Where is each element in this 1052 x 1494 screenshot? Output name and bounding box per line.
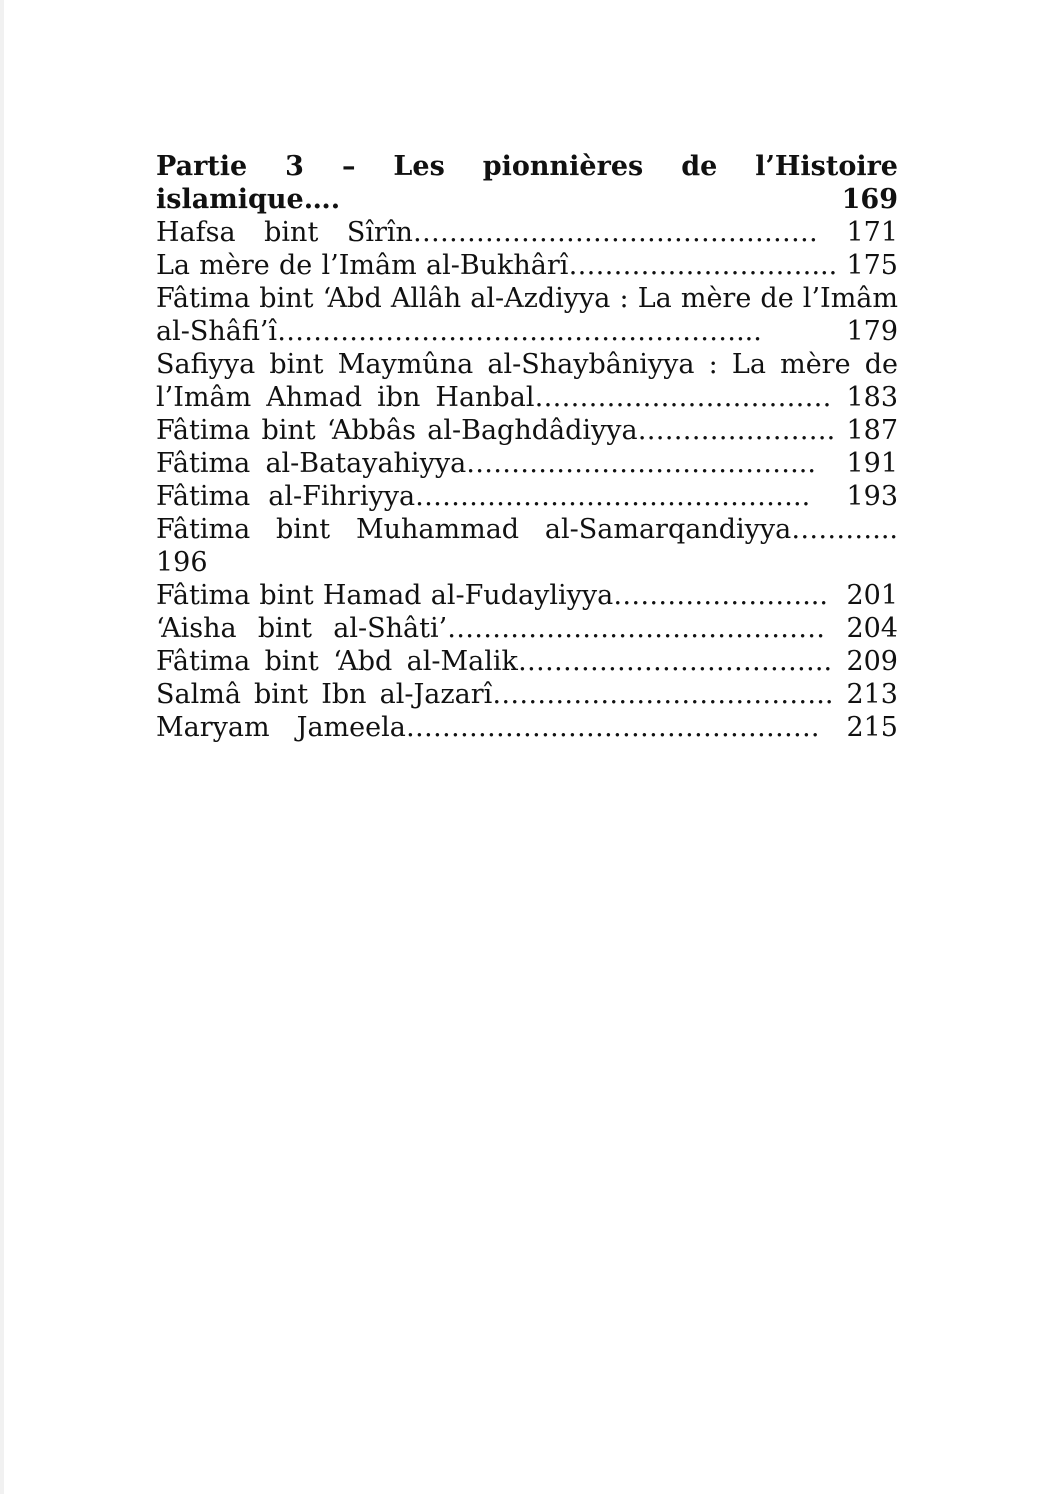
table-of-contents [156,150,908,744]
toc-entry: Fâtima al-Batayahiyya………………………………... 191 [156,448,898,479]
toc-entry: Fâtima al-Fihriyya…………………………………….. 193 [156,481,898,512]
toc-entry: Maryam Jameela………………………………………. 215 [156,712,898,743]
toc-entry: Salmâ bint Ibn al-Jazarî……………………………….. 213 [156,679,898,710]
toc-entry: La mère de l’Imâm al-Bukhârî………………………... 175 [156,250,898,281]
toc-entry: Fâtima bint Muhammad al-Samarqandiyya………... 196 [156,514,907,578]
toc-part-heading: Partie 3 – Les pionnières de l’Histoire islamique…. 169 [156,151,908,215]
toc-entry: Fâtima bint ‘Abbâs al-Baghdâdiyya…………………. 187 [156,415,898,446]
toc-entry: Hafsa bint Sîrîn……………………………………… 171 [156,217,898,248]
toc-entry: ‘Aisha bint al-Shâti’…………………………………… 204 [156,613,898,644]
toc-entry: al-Shâfi’î……………………………………………... 179 [156,316,898,347]
page-left-edge [0,0,4,1494]
toc-entry: Fâtima bint Hamad al-Fudayliyya…………………... 201 [156,580,898,611]
toc-entry: l’Imâm Ahmad ibn Hanbal…………………………… 183 [156,382,898,413]
toc-entry: Fâtima bint ‘Abd al-Malik…………………………….. 209 [156,646,898,677]
toc-entry: Fâtima bint ‘Abd Allâh al-Azdiyya : La mère de l’Imâm [156,283,898,314]
toc-entry: Safiyya bint Maymûna al-Shaybâniyya : La mère de [156,349,898,380]
